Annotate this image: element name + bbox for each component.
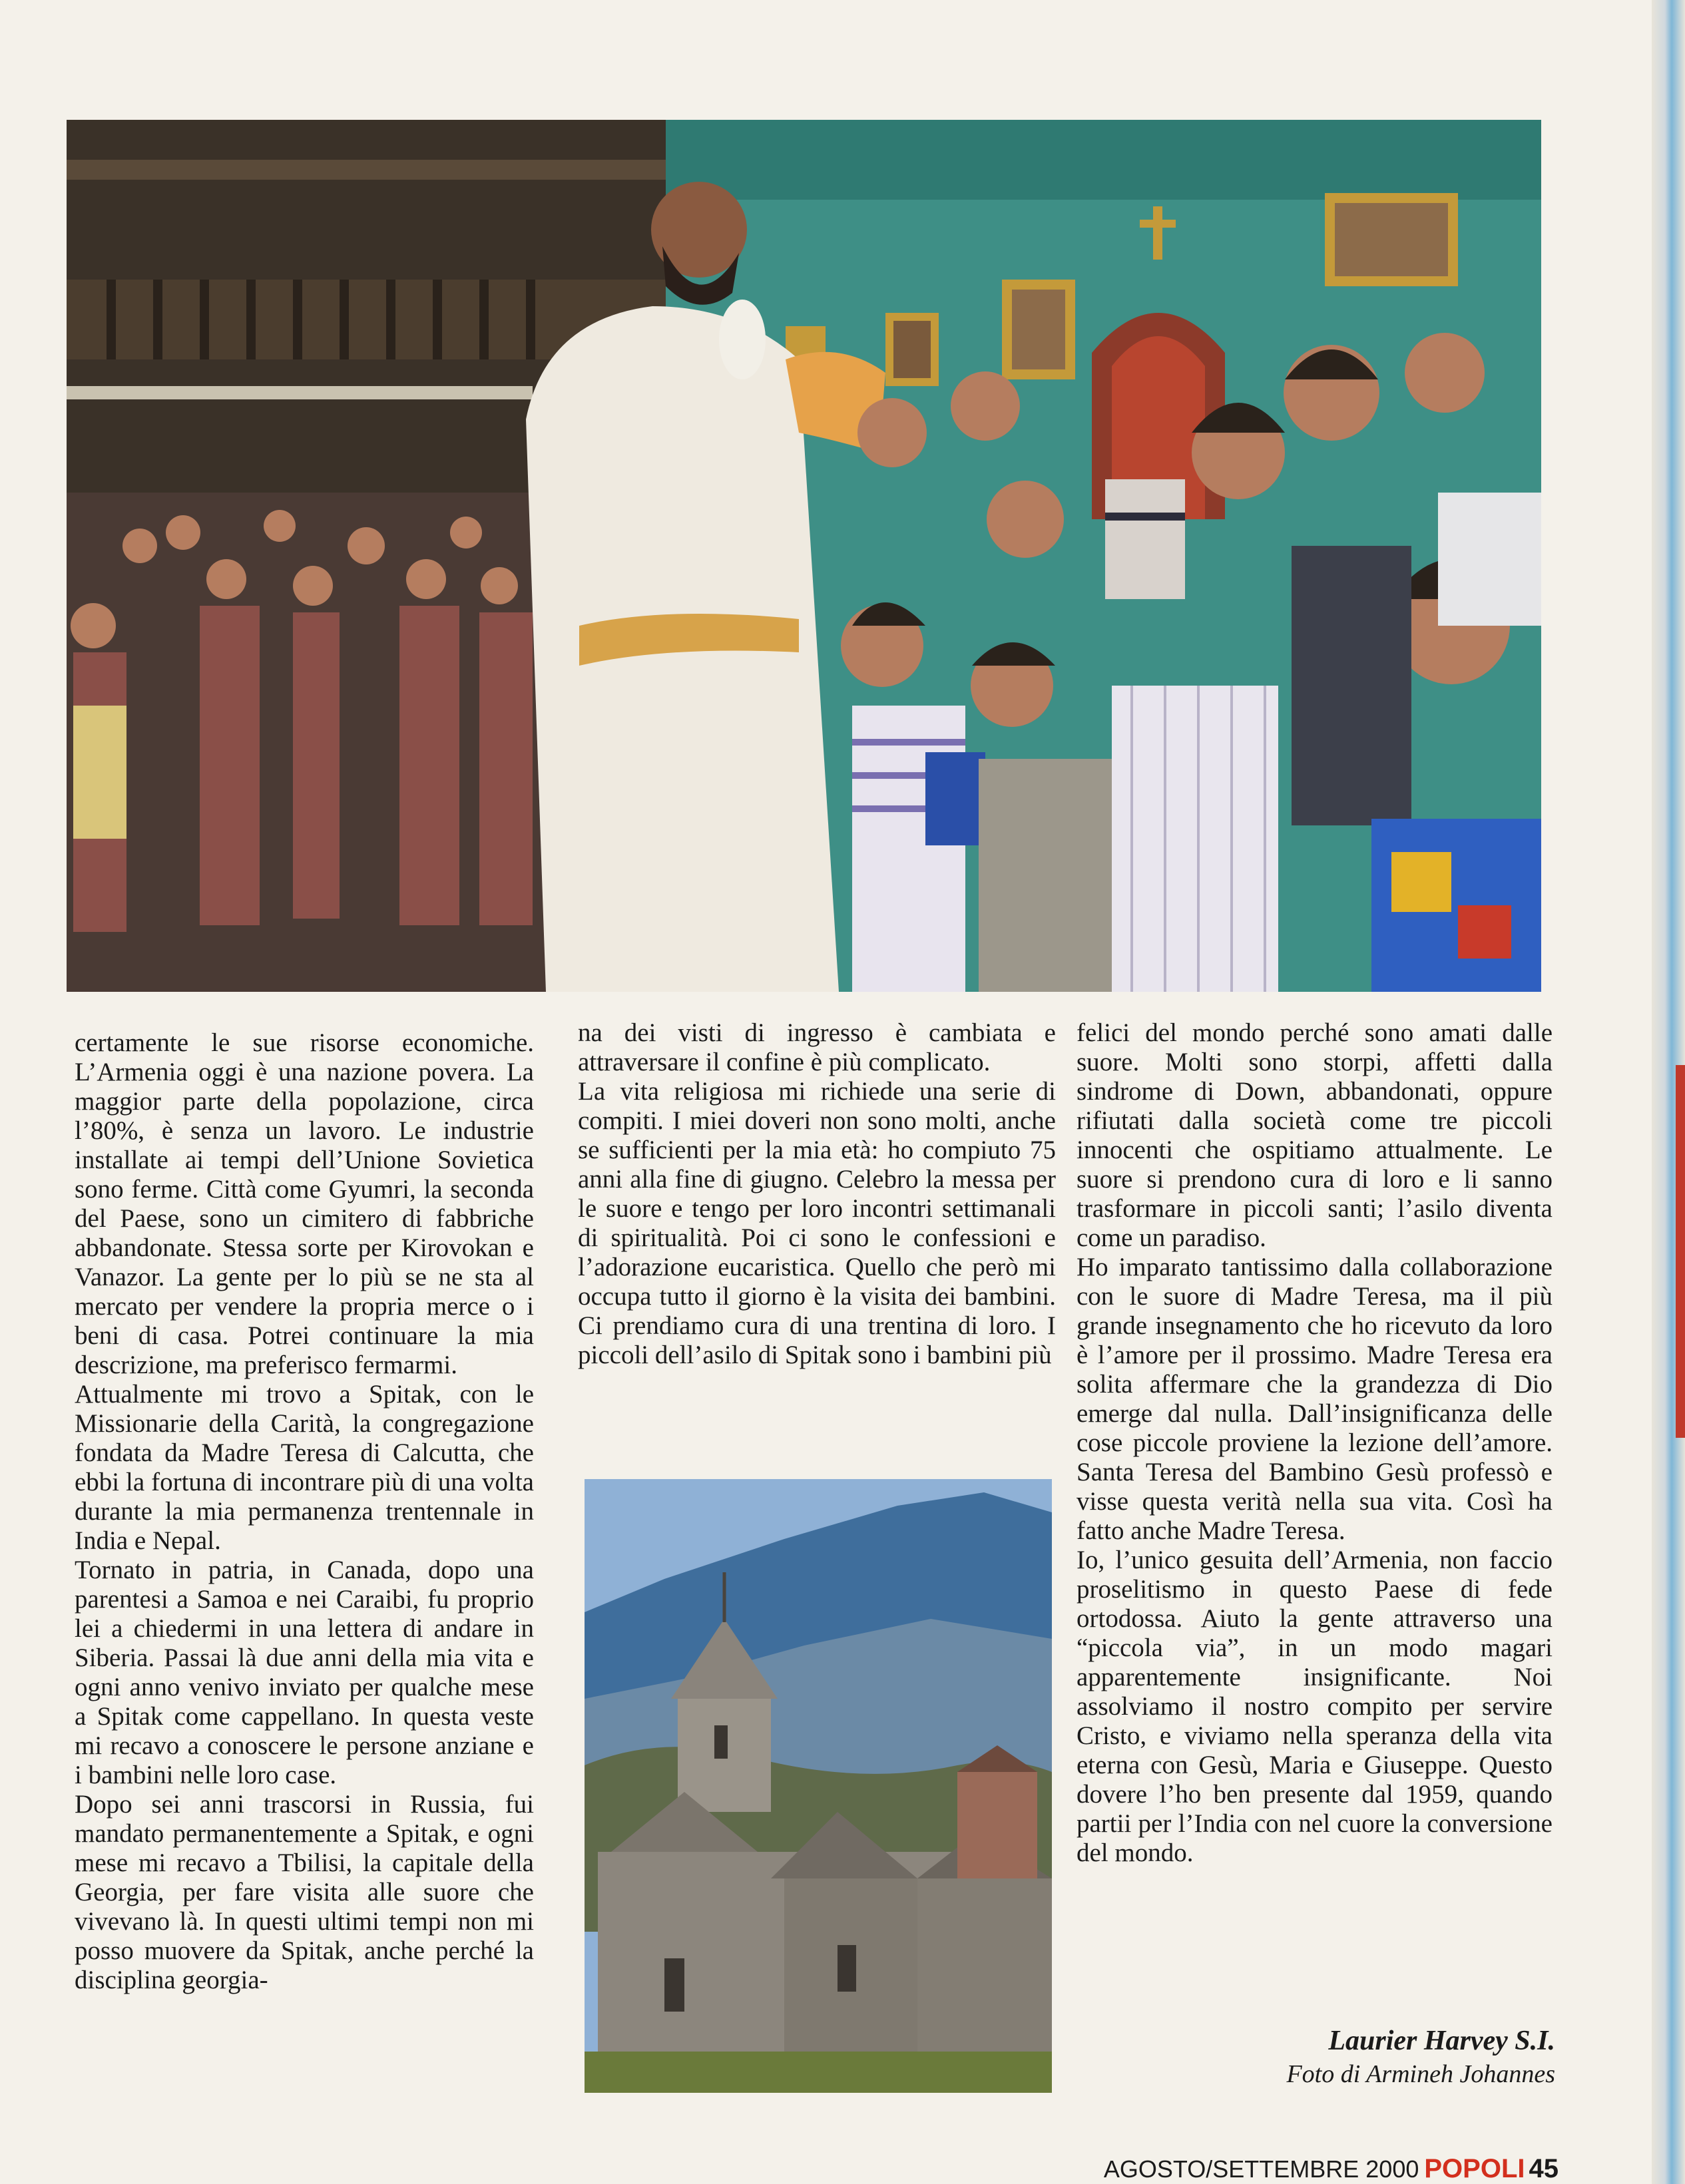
author-name: Laurier Harvey S.I. bbox=[1328, 2026, 1555, 2056]
paragraph: Ho imparato tantissimo dalla collaborazione con le suore di Madre Teresa, ma il più grande insegnamento che ho ricevuto da loro è l’amore per il prossimo. Madre Teresa era solita affermare che la grandezza di Dio emerge dal nulla. Dall’insignificanza delle cose piccole proviene la lezione dell’amore. Santa Teresa del Bambino Gesù professò e visse questa verità nella sua vita. Così ha fatto anche Madre Teresa. bbox=[1077, 1253, 1553, 1545]
paragraph: Dopo sei anni trascorsi in Russia, fui mandato permanentemente a Spitak, e ogni mese mi recavo a Tbilisi, la capitale della Georgia, per fare visita alle suore che vivevano là. In questi ultimi tempi non mi posso muovere da Spitak, anche perché la disciplina georgia- bbox=[75, 1790, 534, 1994]
article-column-1 bbox=[75, 1028, 534, 1995]
paragraph: na dei visti di ingresso è cambiata e attraversare il confine è più complicato. bbox=[578, 1018, 1056, 1076]
page-footer bbox=[1104, 2154, 1559, 2184]
issue-date: AGOSTO/SETTEMBRE 2000 bbox=[1103, 2155, 1419, 2183]
paragraph: certamente le sue risorse economiche. L’Armenia oggi è una nazione povera. La maggior parte della popolazione, circa l’80%, è senza un lavoro. Le industrie installate ai tempi dell’Unione Sovietica sono ferme. Città come Gyumri, la seconda del Paese, sono un cimitero di fabbriche abbandonate. Stessa sorte per Kirovokan e Vanazor. La gente per lo più se ne sta al mercato per vendere la propria merce o i beni di casa. Potrei continuare la mia descrizione, ma preferisco fermarmi. bbox=[75, 1028, 534, 1379]
paragraph: Attualmente mi trovo a Spitak, con le Missionarie della Carità, la congregazione fondata da Madre Teresa di Calcutta, che ebbi la fortuna di incontrare più di una volta durante la mia permanenza trentennale in India e Nepal. bbox=[75, 1380, 534, 1555]
magazine-name: POPOLI bbox=[1424, 2154, 1525, 2183]
byline bbox=[1286, 2024, 1555, 2090]
paragraph: Io, l’unico gesuita dell’Armenia, non faccio proselitismo in questo Paese di fede ortodossa. Aiuto la gente attraverso una “piccola via”, in un modo magari apparentemente insignificante. Noi assolviamo il nostro compito per servire Cristo, e viviamo nella speranza della vita eterna con Gesù, Maria e Giuseppe. Questo dovere l’ho ben presente dal 1959, quando partii per l’India con nel cuore la conversione del mondo. bbox=[1077, 1546, 1553, 1867]
paragraph: Tornato in patria, in Canada, dopo una parentesi a Samoa e nei Caraibi, fu proprio lei a chiedermi in una lettera di andare in Siberia. Passai là due anni della mia vita e ogni anno venivo inviato per qualche mese a Spitak come cappellano. In questa veste mi recavo a conoscere le persone anziane e i bambini nelle loro case. bbox=[75, 1556, 534, 1789]
page-number: 45 bbox=[1529, 2154, 1559, 2183]
page-edge-marker bbox=[1676, 1065, 1685, 1438]
article-column-3 bbox=[1077, 1018, 1553, 1868]
paragraph: felici del mondo perché sono amati dalle suore. Molti sono storpi, affetti dalla sindrome di Down, abbandonati, oppure rifiutati dalla società come tre piccoli innocenti che ospitiamo attualmente. Le suore si prendono cura di loro e li sanno trasformare in piccoli santi; l’asilo diventa come un paradiso. bbox=[1077, 1018, 1553, 1252]
article-column-2 bbox=[578, 1018, 1056, 1370]
paragraph: La vita religiosa mi richiede una serie di compiti. I miei doveri non sono molti, anche se sufficienti per la mia età: ho compiuto 75 anni alla fine di giugno. Celebro la messa per le suore e tengo per loro incontri settimanali di spiritualità. Poi ci sono le confessioni e l’adorazione eucaristica. Quello che però mi occupa tutto il giorno è la visita dei bambini. Ci prendiamo cura di una trentina di loro. I piccoli dell’asilo di Spitak sono i bambini più bbox=[578, 1077, 1056, 1369]
photo-priest-blessing-children bbox=[67, 120, 1541, 992]
photo-credit: Foto di Armineh Johannes bbox=[1286, 2060, 1555, 2088]
photo-armenian-monastery bbox=[585, 1479, 1052, 2093]
